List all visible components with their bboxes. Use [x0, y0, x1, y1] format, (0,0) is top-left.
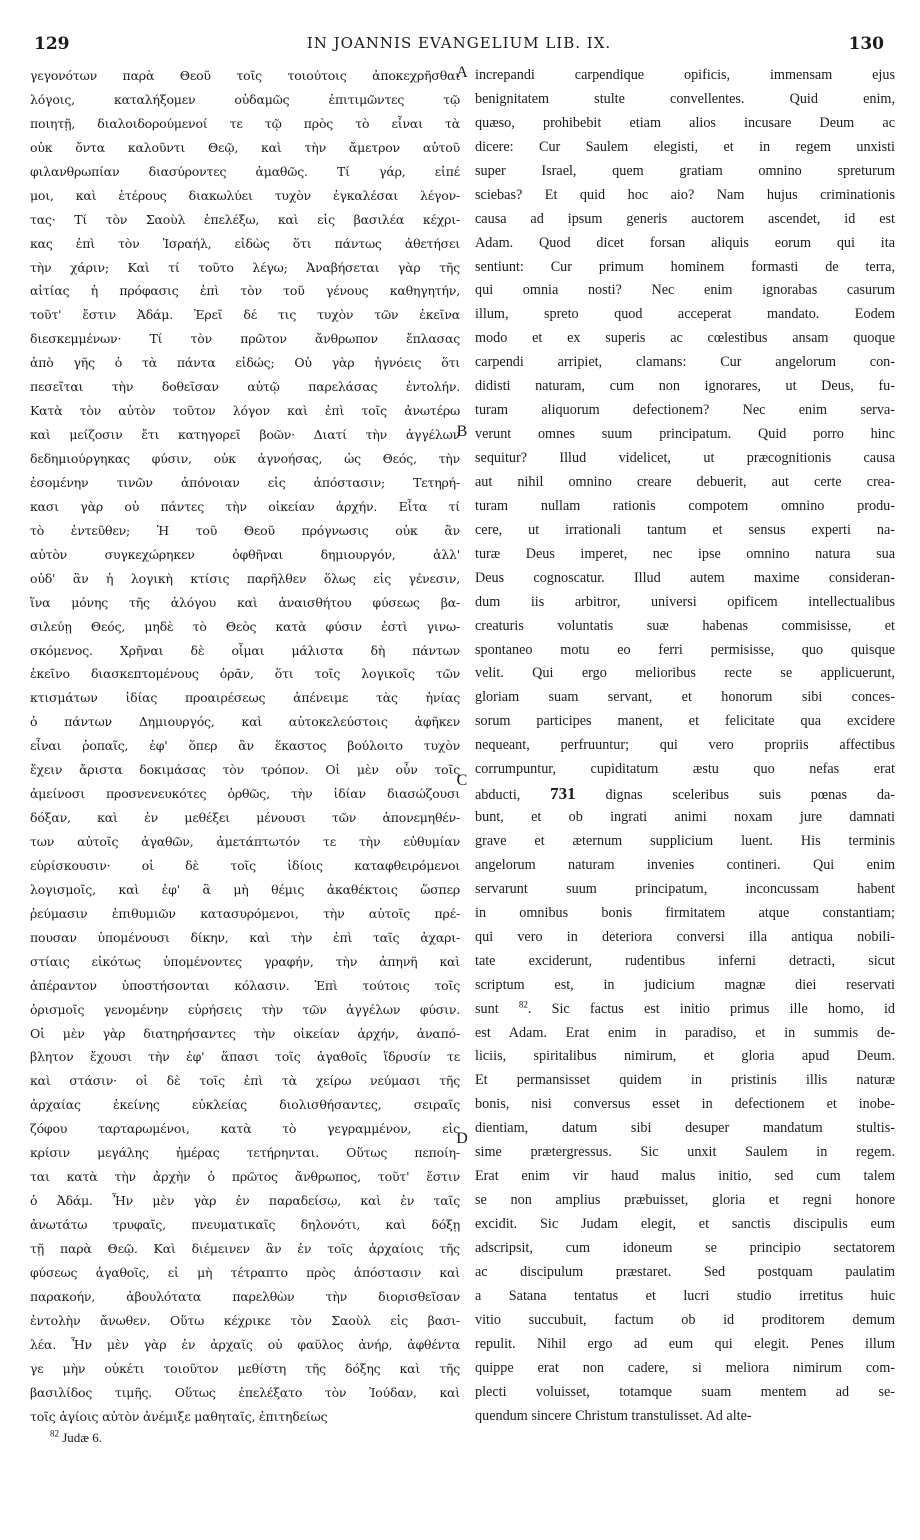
text-line: ἀρχαίας ἐκείνης εὐκλείας διολισθήσαντες, σειραῖς: [30, 1097, 460, 1113]
text-line: πουσαν ὑπομένουσι δίκην, καὶ τὴν ἐπὶ ταῖς ἀχαρι-: [30, 929, 460, 945]
text-line: ἐντολὴν ἄνωθεν. Οὕτω κέχρικε τὸν Σαοὺλ εἰς βασι-: [30, 1312, 460, 1328]
text-line: creaturis voluntatis suæ habenas commisisse, et: [475, 617, 895, 634]
text-line: βασιλίδος τιμῆς. Οὕτως ἐπελέξατο τὸν Ἰούδαν, καὶ: [30, 1384, 460, 1400]
column-number: 731: [550, 784, 576, 804]
text-line: cere, ut irrationali tantum et sensus experti na-: [475, 521, 895, 538]
text-line: αἰτίας ἡ πρόφασις ἐπὶ τὸν τοῦ γένους καθηγητήν,: [30, 283, 460, 299]
text-line: τῇ παρὰ Θεῷ. Καὶ διέμεινεν ἂν ἐν τοῖς ἀρχαίοις τῆς: [30, 1240, 460, 1256]
text-line: τοῖς ἁγίοις αὐτὸν ἀνέμιξε μαθηταῖς, ἐπιτηδείως: [30, 1408, 328, 1424]
text-line: τας· Τί τὸν Σαοὺλ ἐπελέξω, καὶ εἰς βασιλέα κέχρι-: [30, 211, 460, 227]
margin-marker-d: D: [456, 1130, 468, 1147]
text-segment: dignas sceleribus suis pœnas da-: [575, 787, 895, 804]
text-line: tate exciderunt, rudentibus inferni detracti, sicut: [475, 952, 895, 969]
text-line: σιλεύῃ Θεός, μηδὲ τὸ Θεὸς κατὰ φύσιν ἐστὶ γινω-: [30, 618, 460, 634]
text-line: carpendi arripiet, clamans: Cur angelorum con-: [475, 354, 895, 371]
text-line: Erat enim vir haud malus initio, sed cum talem: [475, 1168, 895, 1185]
text-line: quendum sincere Christum transtulisset. Ad alte-: [475, 1407, 752, 1424]
text-line: verunt omnes suum principatum. Quid porro hinc: [475, 426, 895, 443]
text-line: οὐδ' ἂν ἡ λογικὴ κτίσις παρῆλθεν ὅλως εἰς γένεσιν,: [30, 570, 460, 586]
page-number-right: 130: [848, 34, 884, 54]
footnote-text: Judæ 6.: [62, 1430, 102, 1445]
text-line: διεσκεμμένων· Τί τὸν πρῶτον ἄνθρωπον ἔπλασας: [30, 331, 460, 347]
text-line: εἶναι ῥοπαῖς, ἐφ' ὅπερ ἂν ἕκαστος βούλοιτο τυχὸν: [30, 738, 460, 754]
text-line: sciebas? Et quid hoc aio? Nam hujus criminationis: [475, 186, 895, 203]
text-line: ἐκεῖνο διασκεπτομένους ὁρᾶν, ὅτι τοῖς λογικοῖς τῶν: [30, 666, 460, 682]
text-line: angelorum naturam invenies contineri. Qui enim: [475, 856, 895, 873]
running-title: IN JOANNIS EVANGELIUM LIB. IX.: [306, 34, 612, 52]
text-line: ἐσομένην τινῶν ἀπόνοιαν εἰς ἀπόστασιν; Τετηρή-: [30, 474, 460, 490]
text-line: sorum participes manent, et felicitate qua excidere: [475, 713, 895, 730]
text-line: excidit. Sic Judam elegit, et sanctis discipulis eum: [475, 1216, 895, 1232]
text-line: ὁ Ἀδάμ. Ἦν μὲν γὰρ ἐν παραδείσῳ, καὶ ἐν ταῖς: [30, 1193, 460, 1209]
text-line: φύσεως ἀγαθοῖς, εἰ μὴ τέτραπτο πρὸς ἀπόστασιν καὶ: [30, 1264, 460, 1280]
text-line: καὶ μείζοσιν ἔτι κατηγορεῖ βοῶν· Διατί τὴν ἀγγέλων: [30, 427, 460, 443]
text-line: ὁ πάντων Δημιουργός, καὶ αὐτοκελεύστοις ἀφῆκεν: [30, 714, 460, 730]
text-line: bunt, et ob ingrati animi noxam jure damnati: [475, 809, 895, 826]
text-line: nequeant, perfruuntur; qui vero propriis affectibus: [475, 737, 895, 754]
text-segment: abducti,: [475, 787, 551, 804]
text-line: σκόμενος. Χρῆναι δὲ οἶμαι μάλιστα δὴ πάντων: [30, 642, 460, 658]
text-line: γε μὴν οὐκέτι τοιοῦτον μεθίστη τῆς δόξης καὶ τῆς: [30, 1360, 460, 1376]
text-line: qui vero in deteriora conversi illa antiqua nobili-: [475, 928, 895, 945]
text-line: scriptum est, in judicium magnæ diei reservati: [475, 976, 895, 993]
text-line: repulit. Nihil ergo ad eum qui elegit. Penes illum: [475, 1335, 895, 1352]
text-line: δεδημιούργηκας φύσιν, οὐκ ἀγνοήσας, ὡς Θεός, τὴν: [30, 451, 460, 466]
text-line: servarunt suum principatum, inconcussam habent: [475, 880, 895, 897]
text-line: εὑρίσκουσιν· οἱ δὲ τοῖς ἰδίοις καταφθειρόμενοι: [30, 857, 460, 873]
text-line: κτισμάτων ἰδίας προαιρέσεως ἀπένειμε τὰς ἡνίας: [30, 690, 460, 706]
text-line: sentiunt: Cur primum hominem formasti de terra,: [475, 258, 895, 275]
text-line: super Israel, quem gratiam omnino spreturum: [475, 162, 895, 179]
text-line: a Satana tentatus et lucri studio irretitus huic: [475, 1287, 895, 1304]
text-line: dum iis arbitror, universi opificem intellectualibus: [475, 593, 895, 610]
text-line: Adam. Quod dicet forsan aliquis eorum qui ita: [475, 234, 895, 251]
text-line: aut nihil omnino creare debuerit, aut certe crea-: [475, 473, 895, 490]
footnote: [50, 1430, 102, 1446]
text-line: quæso, prohibebit etiam alios incusare Deum ac: [475, 114, 895, 131]
text-line: γεγονότων παρὰ Θεοῦ τοῖς τοιούτοις ἀποκεχρῆσθαι: [30, 68, 460, 83]
text-line: ται κατὰ τὴν ἀρχὴν ὁ πρῶτος ἄνθρωπος, τοῦτ' ἔστιν: [30, 1169, 460, 1185]
text-line: οὐκ ὄντα καλοῦντι Θεῷ, καὶ τὴν ἄμετρον αὐτοῦ: [30, 139, 460, 155]
text-line: παρακοήν, ἀβουλότατα παρελθὼν τὴν διορισθεῖσαν: [30, 1288, 460, 1304]
text-line: φιλανθρωπίαν διασύροντες ἀμαθῶς. Τί γάρ, εἰπέ: [30, 163, 460, 179]
text-line: Κατὰ τὸν αὐτὸν τοῦτον λόγον καὶ ἐπὶ τοῖς ἀνωτέρω: [30, 403, 460, 419]
text-line: increpandi carpendique opificis, immensam ejus: [475, 67, 895, 83]
text-line: velit. Qui ergo melioribus recte se applicuerunt,: [475, 665, 895, 682]
text-line: qui omnia nosti? Nec enim ignorabas casurum: [475, 282, 895, 299]
text-line: quippe erat non cadere, si meliora nimirum com-: [475, 1359, 895, 1376]
text-line: κας ἐπὶ τὸν Ἰσραήλ, εἰδὼς ὅτι πάντως ἀθετήσει: [30, 235, 460, 251]
text-line: κρίσιν μεγάλης ἡμέρας τετήρηνται. Οὕτως πεποίη-: [30, 1145, 460, 1161]
text-line: [475, 782, 895, 806]
text-line: dicere: Cur Saulem elegisti, et in regem unxisti: [475, 138, 895, 155]
text-line: liciis, spiritalibus nimirum, et gloria apud Deum.: [475, 1048, 895, 1065]
text-line: bonis, nisi conversus esset in defectionem et inobe-: [475, 1096, 895, 1113]
text-line: causa ad ipsum generis auctorem ascendet, id est: [475, 210, 895, 227]
text-line: ἀμείνοσι προσνενευκότες ὀρθῶς, τὴν ἰδίαν διασώζουσι: [30, 786, 460, 802]
text-line: ac discipulum præstaret. Sed postquam paulatim: [475, 1263, 895, 1280]
footnote-marker: 82: [50, 1428, 59, 1439]
text-line: se non amplius præbuisset, gloria et regni honore: [475, 1192, 895, 1209]
text-line: τὴν χάριν; Καὶ τί τοῦτο λέγω; Ἀναβήσεται γὰρ τῆς: [30, 259, 460, 275]
text-line: dientiam, datum sibi desuper mandatum stultis-: [475, 1120, 895, 1137]
text-line: Οἱ μὲν γὰρ διατηρήσαντες τὴν οἰκείαν ἀρχήν, ἀναπό-: [30, 1025, 460, 1041]
text-line: benignitatem stulte convellentes. Quid enim,: [475, 90, 895, 107]
text-line: est Adam. Erat enim in paradiso, et in summis de-: [475, 1024, 895, 1041]
text-line: πεσεῖται τὴν δοθεῖσαν αὐτῷ παρελάσας ἐντολήν.: [30, 379, 460, 395]
text-line: turam aliquorum defectionem? Nec enim serva-: [475, 402, 895, 419]
text-line: didisti naturam, cum non ignorares, ut Deus, fu-: [475, 378, 895, 395]
page-number-left: 129: [34, 34, 70, 54]
text-line: ἀπὸ γῆς ὁ τὰ πάντα εἰδώς; Οὐ γὰρ ἠγνόεις ὅτι: [30, 355, 460, 371]
text-line: δόξαν, καὶ ἐν μεθέξει μένουσι τῶν ἀπονεμηθέν-: [30, 810, 460, 826]
text-line: ζόφου ταρταρωμένοι, κατὰ τὸ γεγραμμένον, εἰς: [30, 1121, 460, 1137]
text-line: spontaneo motu eo ferri permisisse, quo quisque: [475, 641, 895, 658]
text-line: στίαις εἰκότως ὑπομένοντες γραφήν, τὴν ἀπηνῆ καὶ: [30, 953, 460, 969]
footnote-reference: 82: [518, 998, 528, 1009]
text-line: ῥεύμασιν ἐπιθυμιῶν κατασυρόμενοι, τὴν αὐτοῖς πρέ-: [30, 905, 460, 921]
text-line: plecti voluisset, totamque suam mentem ad se-: [475, 1383, 895, 1400]
margin-marker-a: A: [456, 64, 468, 81]
text-line: grave et æternum supplicium luent. His terminis: [475, 833, 895, 849]
margin-marker-b: B: [456, 423, 468, 440]
text-line: ἔχειν ἄριστα δοκιμάσας τὸν τρόπον. Οἱ μὲν οὖν τοῖς: [30, 762, 460, 778]
text-line: gloriam suam servant, et honorum sibi conces-: [475, 689, 895, 706]
text-line: λέα. Ἦν μὲν γὰρ ἐν ἀρχαῖς οὐ φαῦλος ἀνήρ, ἀφθέντα: [30, 1336, 460, 1352]
text-line: [475, 998, 895, 1022]
text-line: ὁρισμοῖς γενομένην εὑρήσεις τὴν τῶν ἀγγέλων φύσιν.: [30, 1001, 460, 1017]
text-line: βλητον ἔχουσι τὴν ἐφ' ἅπασι τοῖς ἀγαθοῖς ἵδρυσίν τε: [30, 1049, 460, 1065]
text-line: sime prætergressus. Sic unxit Saulem in regem.: [475, 1144, 895, 1161]
text-line: ἀνωτάτω τρυφαῖς, πνευματικαῖς δηλονότι, καὶ δόξῃ: [30, 1217, 460, 1232]
margin-marker-c: C: [456, 772, 468, 789]
text-segment: sunt: [475, 1000, 519, 1017]
text-segment: . Sic factus est initio primus ille homo, id: [527, 1000, 895, 1017]
text-line: corrumpuntur, cupiditatum æstu quo nefas erat: [475, 761, 895, 778]
text-line: turæ Deus imperet, nec ipse omnino natura sua: [475, 545, 895, 562]
text-line: modo et ex superis ac cœlestibus ansam quoque: [475, 330, 895, 347]
text-line: λόγοις, καταλήξομεν οὐδαμῶς ἐπιτιμῶντες τῷ: [30, 91, 460, 107]
latin-text-column: [475, 64, 895, 1428]
text-line: των αὐτοῖς ἀγαθῶν, ἀμετάπτωτόν τε τὴν εὐθυμίαν: [30, 834, 460, 849]
text-line: λογισμοῖς, καὶ ἐφ' ἃ μὴ θέμις ἀκαθέκτοις ὥσπερ: [30, 881, 460, 897]
text-line: καὶ στάσιν· οἱ δὲ τοῖς ἐπὶ τὰ χείρω νεύμασι τῆς: [30, 1073, 460, 1089]
text-line: ἀπέραντον ὑποστήσονται κόλασιν. Ἐπὶ τούτοις τοῖς: [30, 977, 460, 993]
running-header: [34, 34, 884, 58]
text-line: adscripsit, cum idoneum se principio sectatorem: [475, 1239, 895, 1256]
text-line: τοῦτ' ἔστιν Ἀδάμ. Ἐρεῖ δέ τις τυχὸν τῶν ἐκεῖνα: [30, 307, 460, 323]
text-line: in omnibus bonis firmitatem atque constantiam;: [475, 904, 895, 921]
text-line: ποιητῇ, διαλοιδορούμενοί τε τῷ πρὸς τὸ εἶναι τὰ: [30, 115, 460, 131]
text-line: αὐτὸν συγκεχώρηκεν ὀφθῆναι δημιουργόν, ἀλλ': [30, 546, 460, 562]
text-line: ἵνα μόνης τῆς ἀλόγου καὶ ἀναισθήτου φύσεως βα-: [30, 594, 460, 610]
text-line: turam nullam rationis compotem omnino produ-: [475, 497, 895, 514]
text-line: vitio succubuit, factum ob id proditorem demum: [475, 1311, 895, 1328]
text-line: sequitur? Illud videlicet, ut præcognitionis causa: [475, 450, 895, 466]
text-line: τὸ ἐντεῦθεν; Ἡ τοῦ Θεοῦ πρόγνωσις οὐκ ἂν: [30, 522, 460, 538]
text-line: Deus cognoscatur. Illud autem maxime consideran-: [475, 569, 895, 586]
text-line: κασι γὰρ οὐ πάντες τὴν οἰκείαν ἀρχήν. Εἶτα τί: [30, 498, 460, 514]
text-line: Et permansisset quidem in pristinis illis naturæ: [475, 1072, 895, 1089]
greek-text-column: [30, 64, 460, 1428]
text-line: μοι, καὶ ἑτέρους διακωλύει τυχὸν ἐγκαλέσαι λέγον-: [30, 187, 460, 203]
text-line: illum, spreto quod acceperat mandato. Eodem: [475, 306, 895, 323]
